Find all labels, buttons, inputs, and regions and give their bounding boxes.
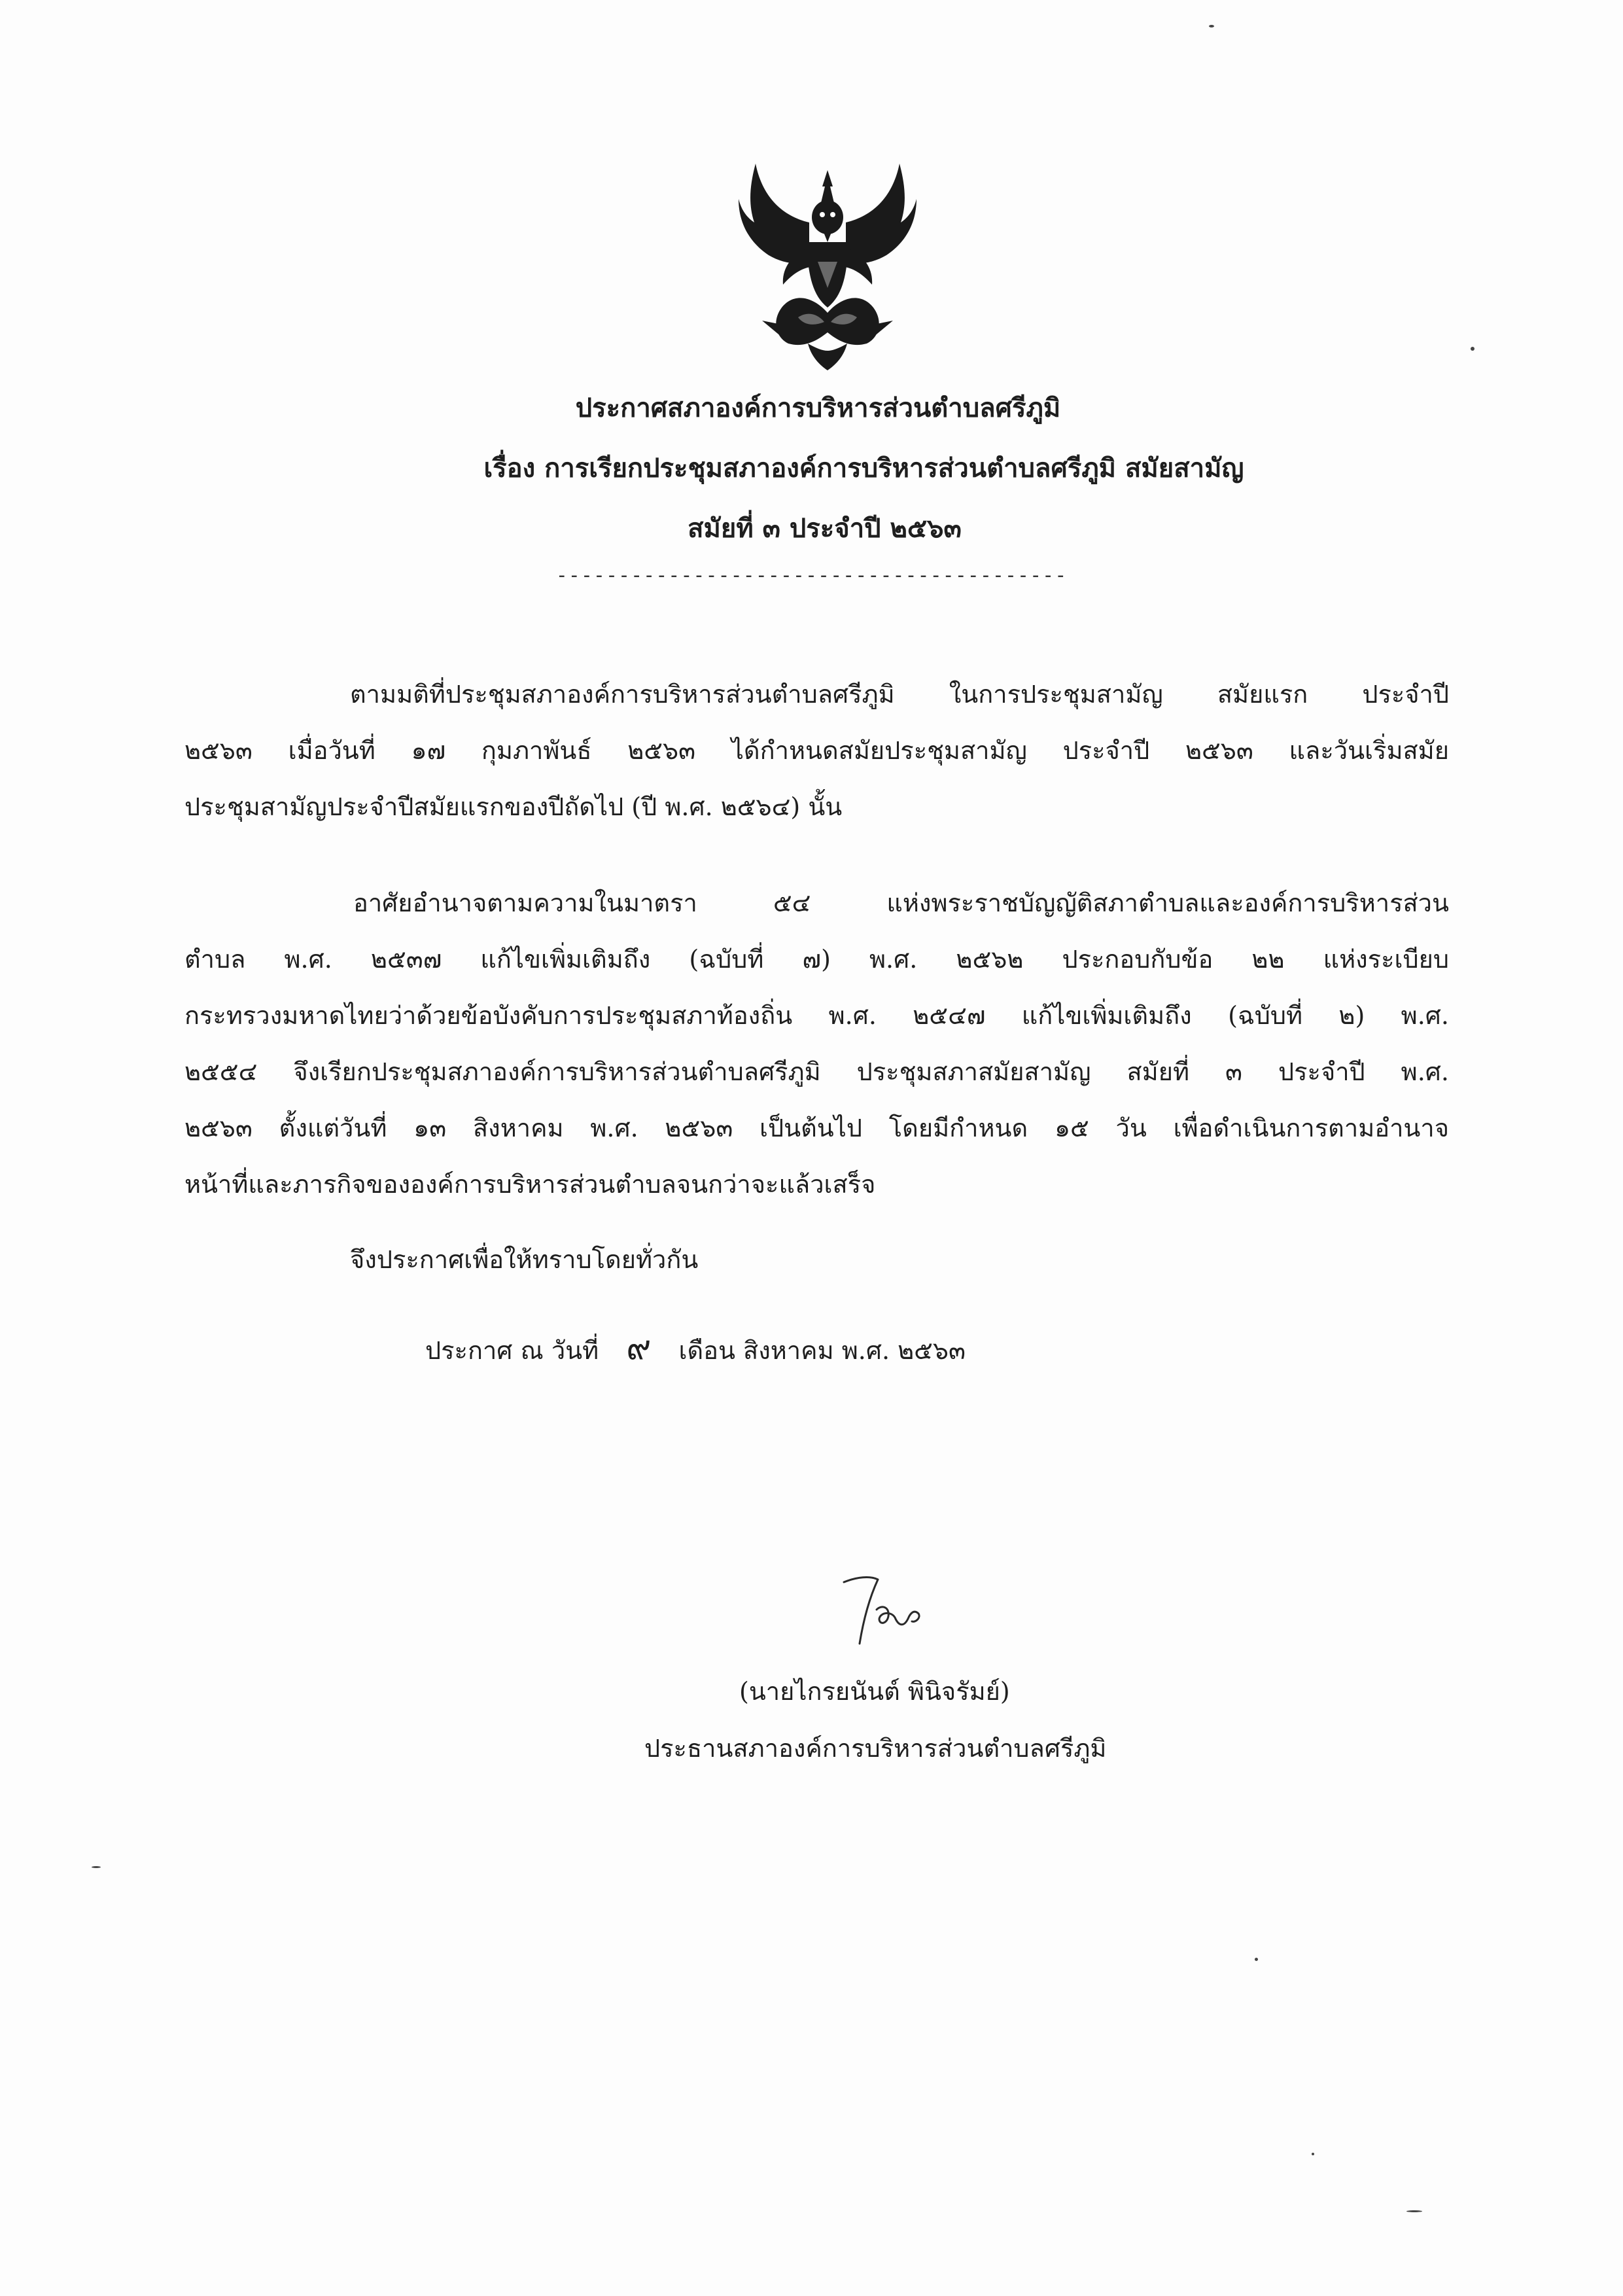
para1-line2: ๒๕๖๓ เมื่อวันที่ ๑๗ กุมภาพันธ์ ๒๕๖๓ ได้กำหนดสมัยประชุมสามัญ ประจำปี ๒๕๖๓ และวันเริ่มสมัย bbox=[184, 736, 1449, 765]
scan-speck bbox=[1255, 1958, 1258, 1961]
announcement-session: สมัยที่ ๓ ประจำปี ๒๕๖๓ bbox=[688, 513, 962, 544]
closing-statement: จึงประกาศเพื่อให้ทราบโดยทั่วกัน bbox=[350, 1245, 699, 1274]
garuda-emblem-icon bbox=[736, 157, 919, 373]
para2-line6: หน้าที่และภารกิจขององค์การบริหารส่วนตำบลจนกว่าจะแล้วเสร็จ bbox=[184, 1170, 876, 1199]
signer-name: (นายไกรยนันต์ พินิจรัมย์) bbox=[739, 1677, 1010, 1706]
date-day: ๙ bbox=[626, 1328, 652, 1368]
scan-speck bbox=[1209, 25, 1214, 27]
scan-speck bbox=[92, 1866, 101, 1868]
scan-speck bbox=[1312, 2153, 1314, 2155]
header-separator: ----------------------------------------- bbox=[555, 564, 1068, 587]
para2-line5: ๒๕๖๓ ตั้งแต่วันที่ ๑๓ สิงหาคม พ.ศ. ๒๕๖๓ เป็นต้นไป โดยมีกำหนด ๑๕ วัน เพื่อดำเนินการตามอำนาจ bbox=[184, 1114, 1449, 1142]
signer-position: ประธานสภาองค์การบริหารส่วนตำบลศรีภูมิ bbox=[644, 1734, 1107, 1763]
date-prefix: ประกาศ ณ วันที่ bbox=[425, 1336, 599, 1365]
para2-line1: อาศัยอำนาจตามความในมาตรา ๕๔ แห่งพระราชบัญญัติสภาตำบลและองค์การบริหารส่วน bbox=[353, 889, 1449, 917]
para1-line1: ตามมติที่ประชุมสภาองค์การบริหารส่วนตำบลศรีภูมิ ในการประชุมสามัญ สมัยแรก ประจำปี bbox=[350, 680, 1449, 709]
date-line bbox=[425, 1328, 966, 1368]
date-suffix: เดือน สิงหาคม พ.ศ. ๒๕๖๓ bbox=[678, 1336, 966, 1365]
scan-speck bbox=[1471, 347, 1475, 351]
handwritten-signature bbox=[831, 1570, 962, 1655]
scan-speck bbox=[1406, 2210, 1422, 2212]
announcement-subject: เรื่อง การเรียกประชุมสภาองค์การบริหารส่วนตำบลศรีภูมิ สมัยสามัญ bbox=[483, 453, 1244, 484]
para2-line2: ตำบล พ.ศ. ๒๕๓๗ แก้ไขเพิ่มเติมถึง (ฉบับที่ ๗) พ.ศ. ๒๕๖๒ ประกอบกับข้อ ๒๒ แห่งระเบียบ bbox=[184, 945, 1449, 974]
para2-line3: กระทรวงมหาดไทยว่าด้วยข้อบังคับการประชุมสภาท้องถิ่น พ.ศ. ๒๕๔๗ แก้ไขเพิ่มเติมถึง (ฉบับที่ ๒) พ.ศ. bbox=[184, 1001, 1449, 1030]
para2-line4: ๒๕๕๔ จึงเรียกประชุมสภาองค์การบริหารส่วนตำบลศรีภูมิ ประชุมสภาสมัยสามัญ สมัยที่ ๓ ประจำปี พ.ศ. bbox=[184, 1057, 1449, 1086]
para1-line3: ประชุมสามัญประจำปีสมัยแรกของปีถัดไป (ปี พ.ศ. ๒๕๖๔) นั้น bbox=[184, 792, 843, 821]
announcement-title: ประกาศสภาองค์การบริหารส่วนตำบลศรีภูมิ bbox=[575, 393, 1061, 423]
